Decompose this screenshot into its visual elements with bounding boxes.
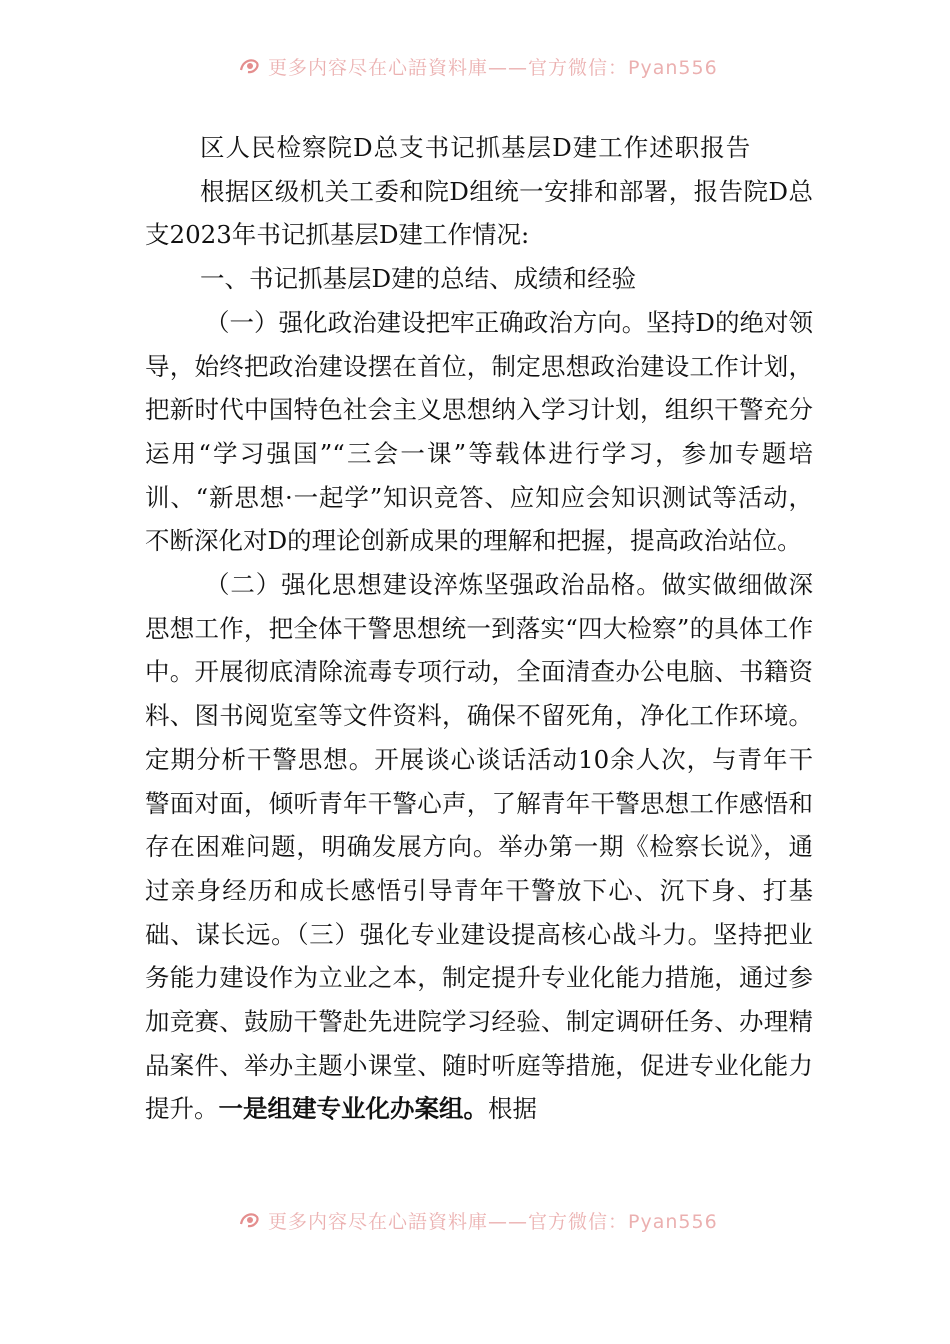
document-body xyxy=(145,126,813,1131)
watermark-logo-icon xyxy=(238,1208,262,1232)
paragraph-political-building: （一）强化政治建设把牢正确政治方向。坚持D的绝对领导，始终把政治建设摆在首位，制定思想政治建设工作计划，把新时代中国特色社会主义思想纳入学习计划，组织干警充分运用“学习强国”“三会一课”等载体进行学习，参加专题培训、“新思想·一起学”知识竞答、应知应会知识测试等活动，不断深化对D的理论创新成果的理解和把握，提高政治站位。 xyxy=(145,307,813,556)
section-heading: 一、书记抓基层D建的总结、成绩和经验 xyxy=(200,264,637,294)
watermark-text: 更多内容尽在心語資料庫——官方微信：Pyan556 xyxy=(268,1210,718,1233)
document-title: 区人民检察院D总支书记抓基层D建工作述职报告 xyxy=(200,133,752,162)
watermark-logo-icon xyxy=(238,54,262,78)
paragraph-tail-text: 根据 xyxy=(488,1094,537,1124)
paragraph-text: （二）强化思想建设淬炼坚强政治品格。做实做细做深思想工作，把全体干警思想统一到落实“四大检察”的具体工作中。开展彻底清除流毒专项行动，全面清查办公电脑、书籍资料、图书阅览室等文件资料，确保不留死角，净化工作环境。定期分析干警思想。开展谈心谈话活动10余人次，与青年干警面对面，倾听青年干警心声，了解青年干警思想工作感悟和存在困难问题，明确发展方向。举办第一期《检察长说》，通过亲身经历和成长感悟引导青年干警放下心、沉下身、打基础、谋长远。（三）强化专业建设提高核心战斗力。坚持把业务能力建设作为立业之本，制定提升专业化能力措施，通过参加竞赛、鼓励干警赴先进院学习经验、制定调研任务、办理精品案件、举办主题小课堂、随时听庭等措施，促进专业化能力提升。 xyxy=(145,570,813,1124)
watermark-text: 更多内容尽在心語資料庫——官方微信：Pyan556 xyxy=(268,56,718,79)
watermark-top xyxy=(238,52,718,80)
watermark-bottom xyxy=(238,1206,718,1234)
paragraph-bold-text: 一是组建专业化办案组。 xyxy=(218,1094,488,1124)
paragraph-ideological-building xyxy=(145,563,813,1131)
intro-paragraph: 根据区级机关工委和院D组统一安排和部署，报告院D总支2023年书记抓基层D建工作情况: xyxy=(145,176,813,250)
